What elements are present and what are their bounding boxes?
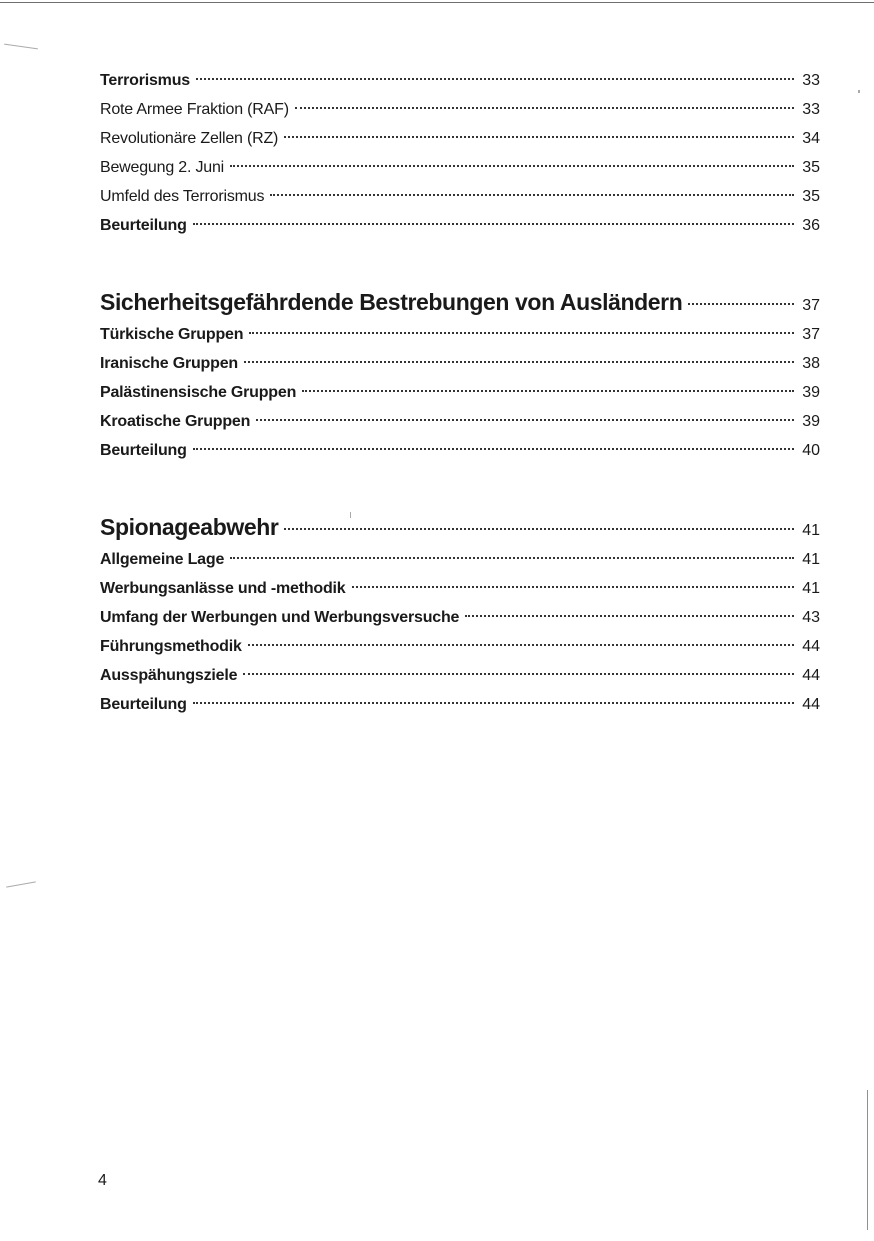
toc-page-number: 35 [802,159,820,176]
toc-page-number: 33 [802,101,820,118]
dot-leader [244,361,794,363]
scan-speck [4,44,38,50]
toc-entry-title: Beurteilung [100,442,187,459]
dot-leader [465,615,794,617]
toc-entry [100,436,820,465]
dot-leader [196,78,794,80]
dot-leader [256,419,794,421]
dot-leader [688,303,794,305]
toc-entry-title: Rote Armee Fraktion (RAF) [100,101,289,118]
toc-page-number: 41 [802,522,820,539]
toc-entry-title: Bewegung 2. Juni [100,159,225,176]
toc-page-number: 33 [802,72,820,89]
dot-leader [193,448,794,450]
toc-entry [100,661,820,690]
toc-entry [100,574,820,603]
table-of-contents [100,66,820,763]
dot-leader [352,586,795,588]
toc-entry-title: Palästinensische Gruppen [100,384,297,401]
dot-leader [302,390,794,392]
toc-page-number: 40 [802,442,820,459]
toc-entry [100,124,820,153]
scan-top-edge [0,2,874,3]
toc-section [100,509,820,719]
dot-leader [249,332,794,334]
toc-entry-title: Beurteilung [100,217,187,234]
dot-leader [284,528,794,530]
toc-page-number: 34 [802,130,820,147]
toc-page-number: 39 [802,413,820,430]
toc-entry-title: Allgemeine Lage [100,551,225,568]
toc-entry [100,349,820,378]
toc-page-number: 38 [802,355,820,372]
toc-entry [100,153,820,182]
toc-entry [100,182,820,211]
toc-entry-title: Revolutionäre Zellen (RZ) [100,130,279,147]
toc-entry-title: Umfang der Werbungen und Werbungsversuche [100,609,460,626]
page-number: 4 [98,1172,107,1189]
toc-page-number: 35 [802,188,820,205]
toc-page-number: 36 [802,217,820,234]
toc-section-heading [100,509,820,545]
toc-page-number: 44 [802,696,820,713]
toc-entry-title: Kroatische Gruppen [100,413,251,430]
toc-entry-title: Terrorismus [100,72,190,89]
dot-leader [248,644,794,646]
toc-page-number: 44 [802,667,820,684]
dot-leader [243,673,794,675]
toc-entry-title: Beurteilung [100,696,187,713]
toc-entry-title: Führungsmethodik [100,638,242,655]
scan-speck [858,90,860,93]
toc-page-number: 41 [802,551,820,568]
section-heading-title: Sicherheitsgefährdende Bestrebungen von Ausländern [100,289,683,315]
toc-entry-title: Werbungsanlässe und -methodik [100,580,346,597]
scan-right-edge [867,1090,868,1230]
toc-entry [100,545,820,574]
dot-leader [270,194,794,196]
scan-speck [6,881,36,887]
dot-leader [295,107,794,109]
toc-entry-title: Ausspähungsziele [100,667,238,684]
toc-section [100,284,820,465]
dot-leader [230,165,794,167]
toc-entry [100,603,820,632]
section-heading-title: Spionageabwehr [100,514,279,540]
toc-page-number: 41 [802,580,820,597]
toc-entry-title: Türkische Gruppen [100,326,244,343]
dot-leader [193,223,794,225]
toc-entry-title: Iranische Gruppen [100,355,238,372]
toc-page-number: 44 [802,638,820,655]
dot-leader [284,136,794,138]
toc-page-number: 37 [802,297,820,314]
toc-entry [100,690,820,719]
dot-leader [193,702,794,704]
dot-leader [230,557,794,559]
toc-entry [100,66,820,95]
toc-entry-title: Umfeld des Terrorismus [100,188,265,205]
toc-entry [100,632,820,661]
toc-page-number: 39 [802,384,820,401]
toc-page-number: 37 [802,326,820,343]
toc-entry [100,320,820,349]
toc-entry [100,378,820,407]
toc-section-heading [100,284,820,320]
toc-section [100,66,820,240]
toc-page-number: 43 [802,609,820,626]
toc-entry [100,211,820,240]
toc-entry [100,95,820,124]
toc-entry [100,407,820,436]
